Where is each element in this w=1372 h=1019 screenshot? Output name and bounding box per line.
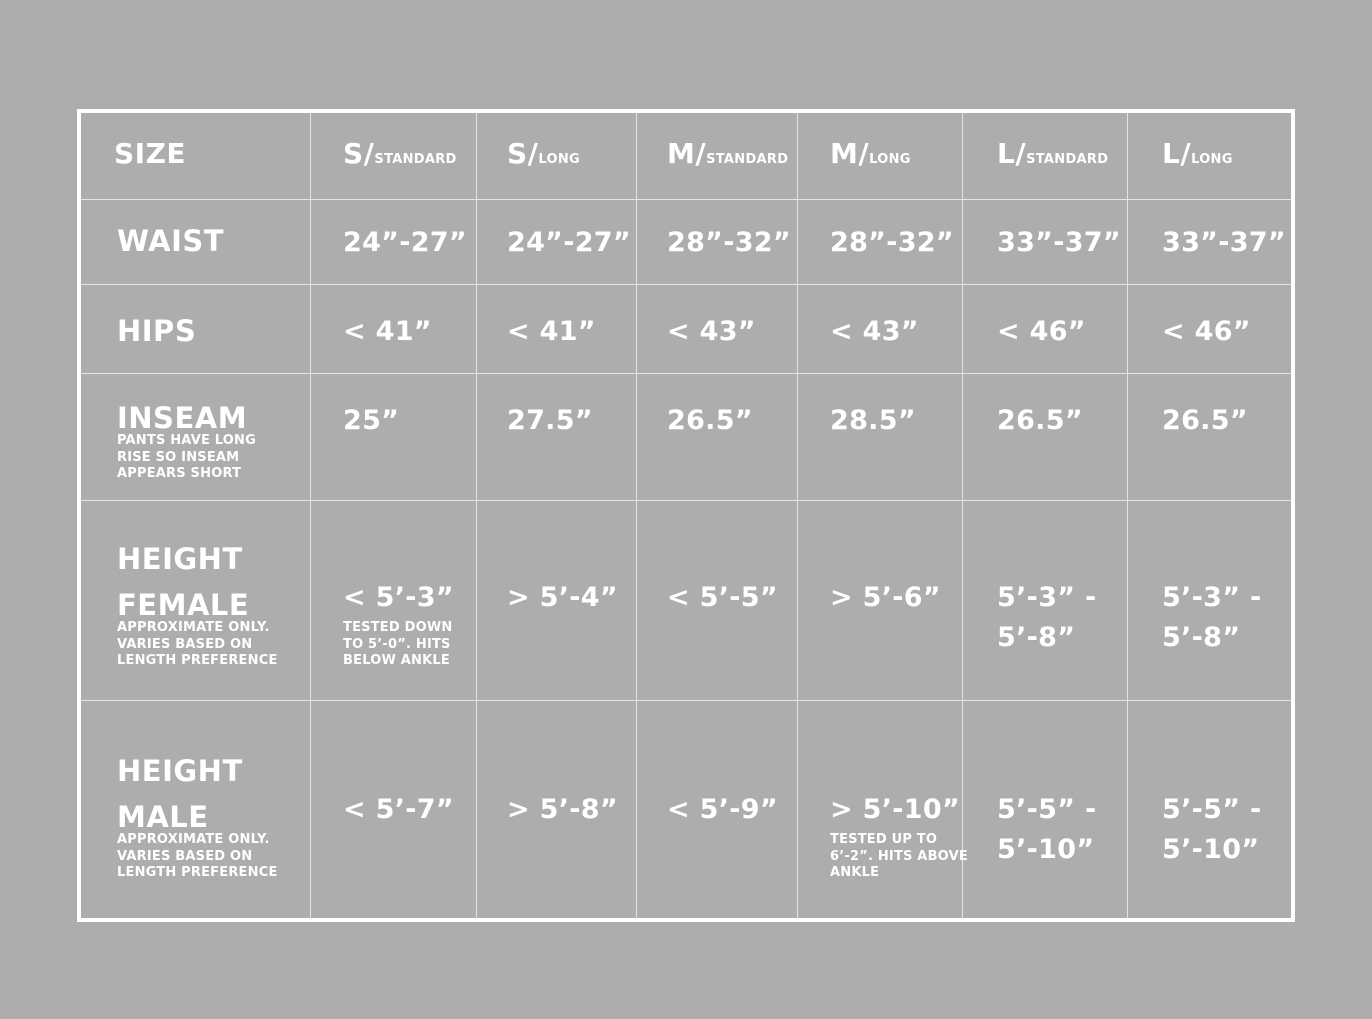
value-text: 5’-8” [997,622,1076,653]
fit-type: STANDARD [706,152,789,167]
size-letter: M/ [667,137,707,170]
waist-value [507,223,631,263]
height-male-value [1162,790,1262,870]
row-sublabel-text: LENGTH PREFERENCE [117,865,278,880]
inseam-value [1162,401,1248,441]
row-sublabel-text: APPROXIMATE ONLY. [117,832,270,847]
value-text: 5’-3” - [997,582,1097,613]
hips-value [667,312,756,352]
hips-value [997,312,1086,352]
row-divider [81,373,1291,374]
row-label-text: WAIST [117,224,225,258]
height-female-value [667,578,778,618]
row-sublabel-text: VARIES BASED ON [117,636,253,652]
row-label-inseam [117,403,256,483]
inseam-value [343,401,399,441]
row-divider [81,700,1291,701]
value-text: > 5’-8” [507,794,618,825]
value-text: 28”-32” [830,227,954,258]
column-divider [797,113,798,918]
waist-value [997,223,1121,263]
row-divider [81,500,1291,501]
height-male-value [343,790,454,830]
fit-type: LONG [538,152,581,167]
height-female-value [343,578,454,670]
column-divider [310,113,311,918]
row-label-text: HEIGHT [117,542,243,576]
waist-value [343,223,467,263]
hips-value [507,312,596,352]
size-letter: S/ [507,137,539,170]
value-text: 5’-3” - [1162,582,1262,613]
column-header-s-standard [343,137,457,170]
row-label-hips [117,316,196,346]
value-text: 33”-37” [1162,227,1286,258]
size-header-label [114,137,186,170]
inseam-value [997,401,1083,441]
fit-type: LONG [869,152,911,167]
row-divider [81,199,1291,200]
height-male-value [997,790,1097,870]
hips-value [343,312,432,352]
row-label-text: INSEAM [117,401,248,435]
row-sublabel-text: RISE SO INSEAM [117,449,240,465]
size-letter: L/ [997,137,1027,170]
row-label-height-female [117,544,278,670]
value-note-text: TESTED UP TO [830,832,938,847]
height-male-value [830,790,968,882]
column-header-m-long [830,137,911,170]
value-text: < 41” [343,316,432,347]
column-divider [636,113,637,918]
value-text: 5’-5” - [1162,794,1262,825]
fit-type: LONG [1191,152,1233,167]
value-text: < 41” [507,316,596,347]
value-text: < 5’-7” [343,794,454,825]
row-label-text: HIPS [117,314,197,348]
inseam-value [667,401,753,441]
row-sublabel-text: APPROXIMATE ONLY. [117,620,270,635]
row-label-text: MALE [117,800,209,834]
value-text: 5’-8” [1162,622,1241,653]
value-text: 5’-10” [1162,834,1260,865]
value-text: 25” [343,405,400,436]
column-header-l-long [1162,137,1233,170]
value-text: 26.5” [1162,405,1248,436]
row-sublabel-text: APPEARS SHORT [117,466,242,481]
hips-value [830,312,919,352]
row-label-text: HEIGHT [117,754,243,788]
column-header-l-standard [997,137,1108,170]
value-text: < 43” [667,316,756,347]
size-letter: S/ [343,137,375,170]
height-female-value [830,578,941,618]
value-note-text: BELOW ANKLE [343,653,450,668]
value-text: 24”-27” [343,227,467,258]
value-text: < 5’-9” [667,794,778,825]
value-text: 28.5” [830,405,916,436]
value-text: < 46” [997,316,1086,347]
value-text: 27.5” [507,405,593,436]
waist-value [667,223,791,263]
value-text: < 5’-3” [343,582,454,613]
value-text: 5’-5” - [997,794,1097,825]
row-divider [81,284,1291,285]
size-chart-table [77,109,1295,922]
height-female-value [1162,578,1262,658]
waist-value [1162,223,1286,263]
value-text: 26.5” [997,405,1083,436]
value-text: 28”-32” [667,227,791,258]
fit-type: STANDARD [1026,152,1109,167]
value-text: < 5’-5” [667,582,778,613]
value-note-text: ANKLE [830,865,880,880]
waist-value [830,223,954,263]
row-sublabel-text: VARIES BASED ON [117,848,253,864]
column-header-m-standard [667,137,788,170]
row-label-waist [117,226,224,256]
value-text: > 5’-6” [830,582,941,613]
height-female-value [507,578,618,618]
column-header-s-long [507,137,580,170]
value-note-text: 6’-2”. HITS ABOVE [830,848,968,864]
inseam-value [830,401,916,441]
row-sublabel-text: LENGTH PREFERENCE [117,653,278,668]
column-divider [476,113,477,918]
fit-type: STANDARD [374,152,457,167]
value-text: 24”-27” [507,227,631,258]
size-letter: M/ [830,137,870,170]
hips-value [1162,312,1251,352]
value-text: > 5’-4” [507,582,618,613]
value-text: 33”-37” [997,227,1121,258]
row-sublabel-text: PANTS HAVE LONG [117,433,256,448]
value-note-text: TO 5’-0”. HITS [343,636,451,652]
column-divider [1127,113,1128,918]
value-text: 26.5” [667,405,753,436]
value-text: < 43” [830,316,919,347]
row-label-text: FEMALE [117,588,250,622]
height-male-value [507,790,618,830]
value-note-text: TESTED DOWN [343,620,453,635]
value-text: > 5’-10” [830,794,960,825]
height-female-value [997,578,1097,658]
value-text: < 46” [1162,316,1251,347]
size-header-text: SIZE [114,137,187,170]
height-male-value [667,790,778,830]
size-letter: L/ [1162,137,1192,170]
row-label-height-male [117,756,278,882]
value-text: 5’-10” [997,834,1095,865]
inseam-value [507,401,593,441]
